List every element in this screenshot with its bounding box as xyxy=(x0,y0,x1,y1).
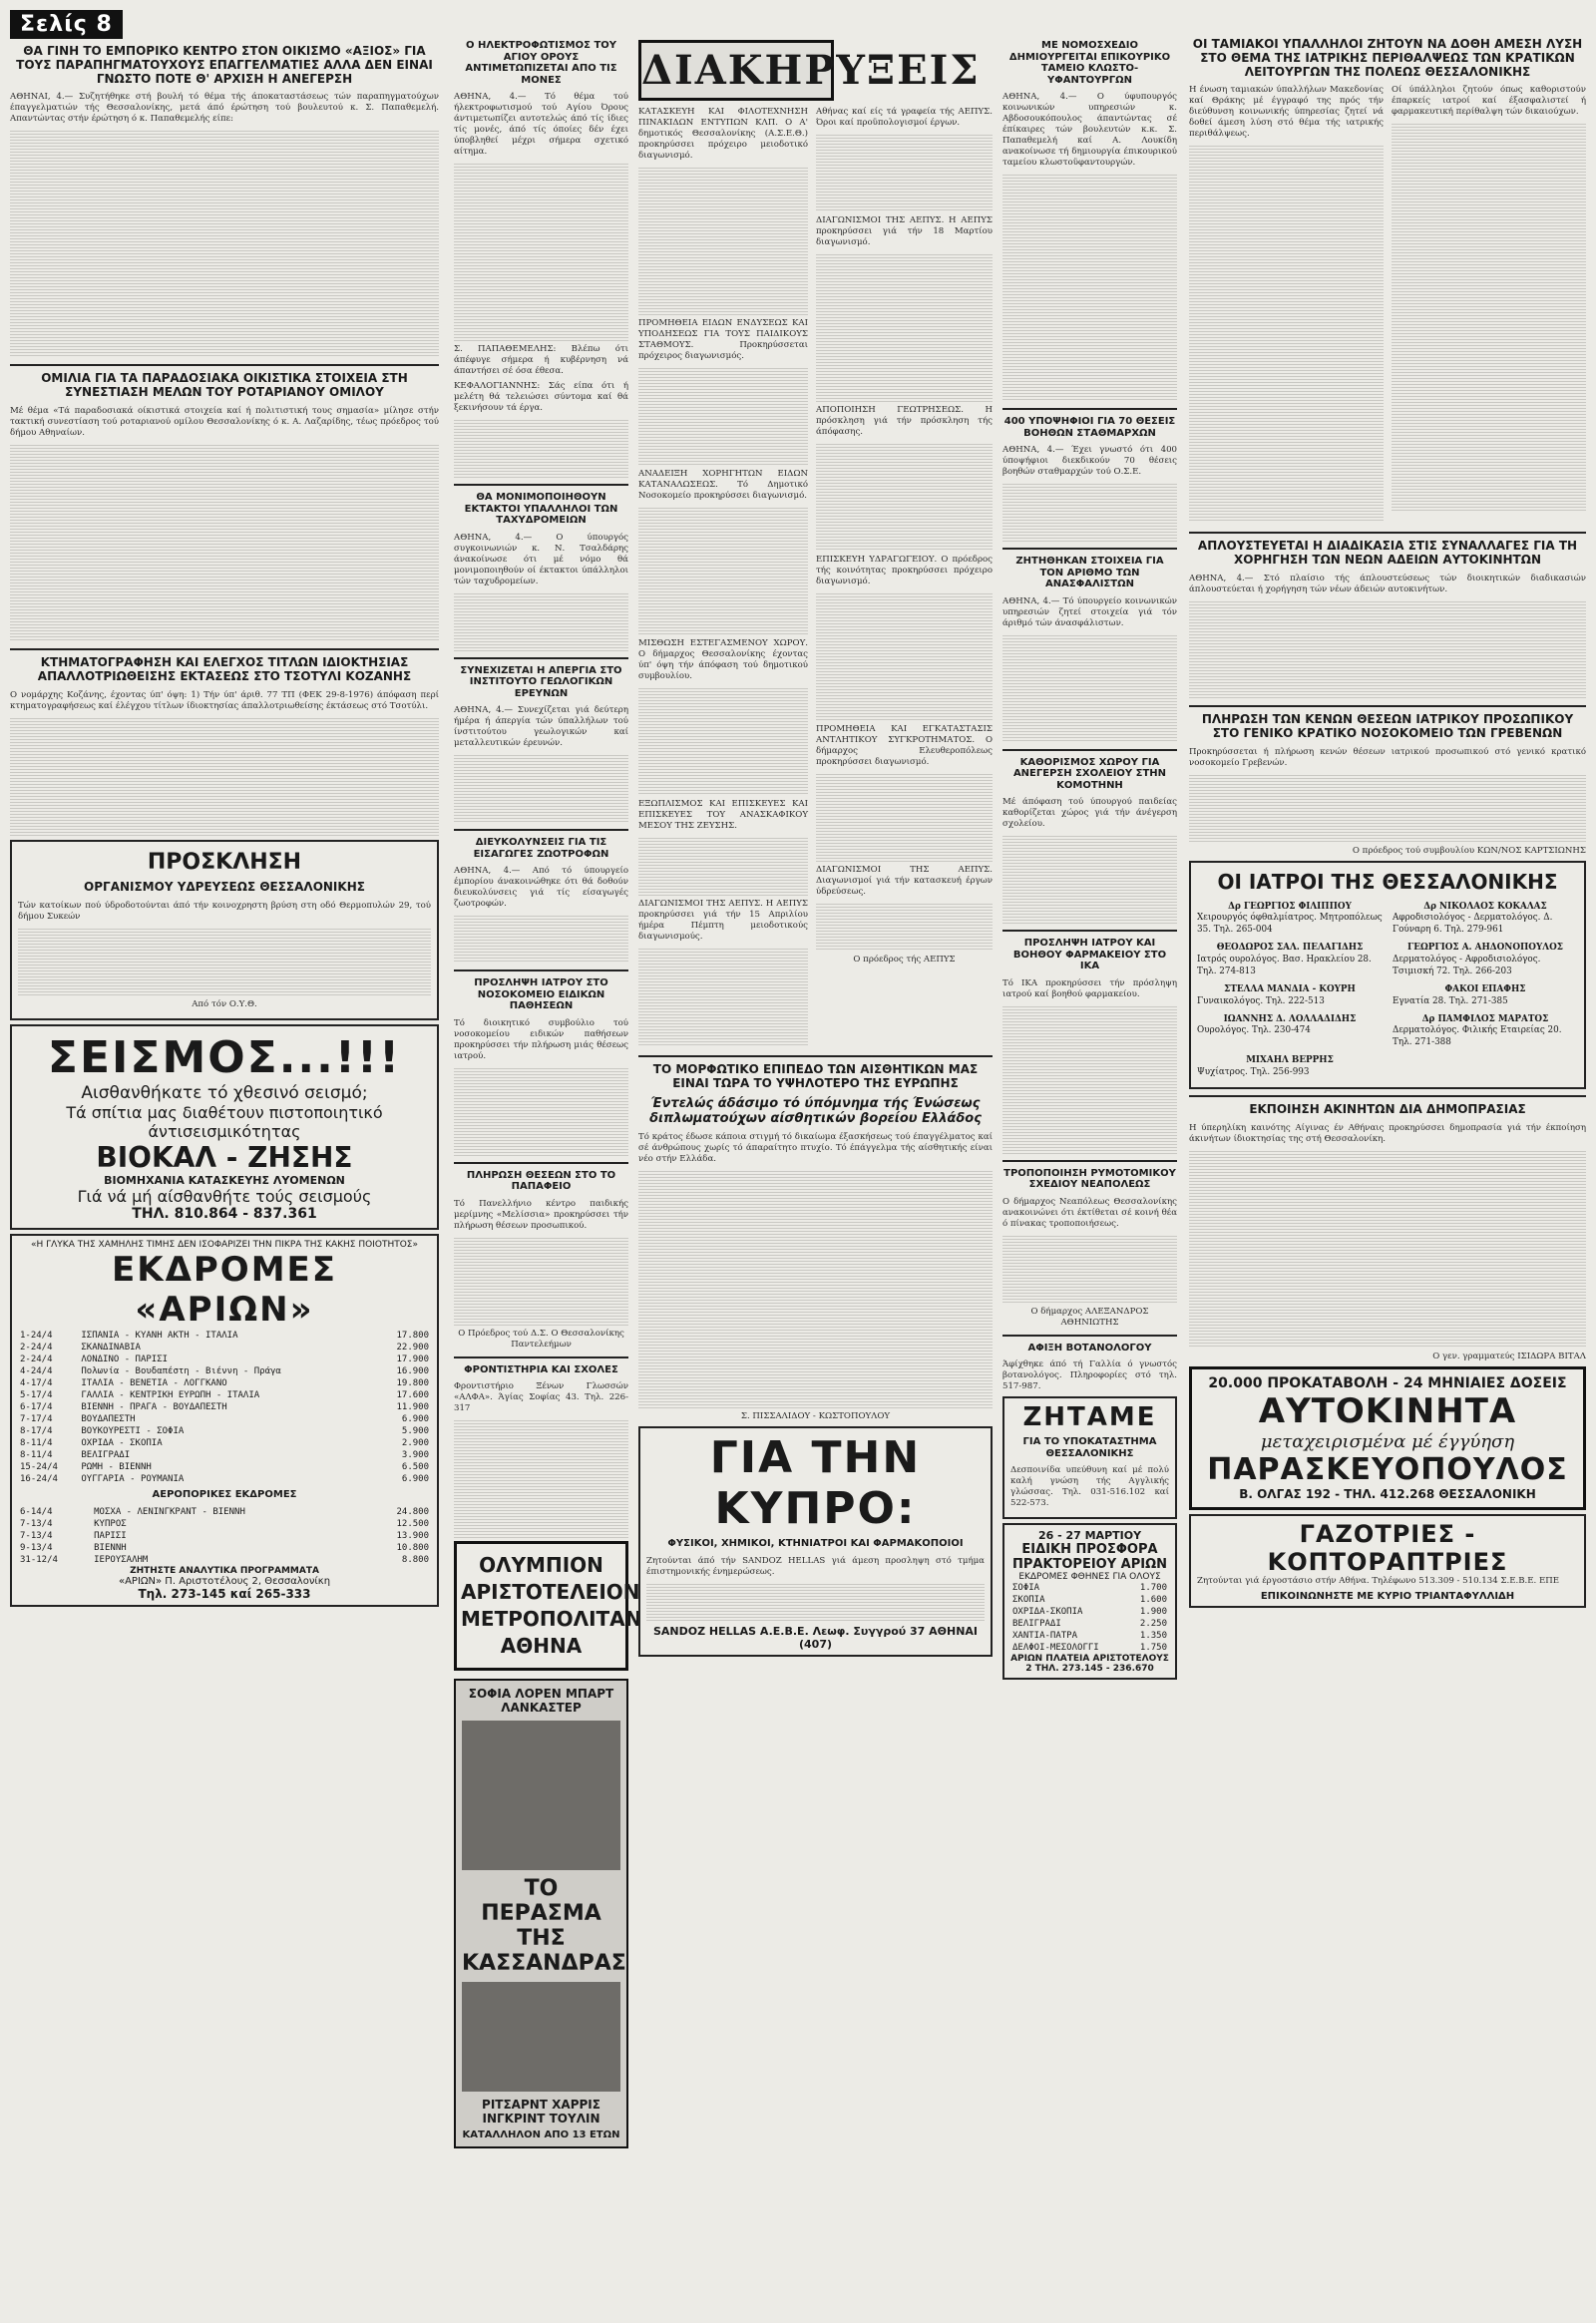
text-filler xyxy=(1002,1004,1177,1154)
trip-price: 1.900 xyxy=(1139,1607,1167,1617)
text-filler xyxy=(1189,1149,1586,1349)
trip-date: 8-11/4 xyxy=(20,1449,53,1460)
neapoli-signature: Ο δήμαρχος ΑΛΕΞΑΝΔΡΟΣ ΑΘΗΝΙΩΤΗΣ xyxy=(1030,1306,1149,1328)
arion2-date: 26 - 27 ΜΑΡΤΙΟΥ xyxy=(1037,1529,1142,1542)
gaz-text: Ζητούνται γιά έργοστάσιο στήν Αθήνα. Τηλέφωνο 513.309 - 510.134 Σ.Ε.Β.Ε. ΕΠΕ xyxy=(1197,1575,1560,1586)
cyprus-address: SANDOZ HELLAS A.E.B.E. Λεωφ. Συγγρού 37 ΑΘΗΝΑΙ (407) xyxy=(652,1624,979,1651)
doctors-title: ΟΙ ΙΑΤΡΟΙ ΤΗΣ ΘΕΣΣΑΛΟΝΙΚΗΣ xyxy=(1217,869,1558,894)
trip-price: 11.900 xyxy=(396,1401,429,1412)
t-school-komotini: Μέ άπόφαση τού ύπουργού παιδείας καθορίζεται χώρος γιά τήν άνέγερση σχολείου. xyxy=(1002,797,1177,829)
trip-date: 15-24/4 xyxy=(20,1461,58,1472)
text-filler xyxy=(1189,144,1384,523)
table-row xyxy=(18,1413,431,1425)
trip-date: 2-24/4 xyxy=(20,1354,53,1364)
trip-price: 17.800 xyxy=(396,1330,429,1341)
text-filler xyxy=(1002,834,1177,924)
trip-destination: ΧΑΝΤΙΑ-ΠΑΤΡΑ xyxy=(1012,1631,1078,1641)
tender-5: ΕΞΩΠΛΙΣΜΟΣ ΚΑΙ ΕΠΙΣΚΕΥΕΣ ΚΑΙ ΕΠΙΣΚΕΥΕΣ ΤΟΥ ΑΝΑΣΚΑΦΙΚΟΥ ΜΕΣΟΥ ΤΗΣ ΖΕΥΣΗΣ. xyxy=(638,799,808,831)
doctor-name: Δρ ΓΕΩΡΓΙΟΣ ΦΙΛΙΠΠΟΥ xyxy=(1228,901,1352,912)
doctor-name: ΜΙΧΑΗΛ ΒΕΡΡΗΣ xyxy=(1246,1055,1334,1066)
arion-air-table xyxy=(18,1506,431,1566)
cinema-rating: ΚΑΤΑΛΛΗΛΟΝ ΑΠΟ 13 ΕΤΩΝ xyxy=(462,2129,620,2140)
h-papafeio: ΠΛΗΡΩΣΗ ΘΕΣΕΩΝ ΣΤΟ ΤΟ ΠΑΠΑΦΕΙΟ xyxy=(466,1169,616,1192)
trip-destination: ΓΑΛΛΙΑ - ΚΕΝΤΡΙΚΗ ΕΥΡΩΠΗ - ΙΤΑΛΙΑ xyxy=(81,1389,260,1400)
text-filler xyxy=(1189,599,1586,699)
doctors-grid xyxy=(1197,900,1578,1083)
trip-price: 8.800 xyxy=(401,1555,429,1566)
trip-destination: ΟΧΡΙΔΑ-ΣΚΟΠΙΑ xyxy=(1012,1607,1083,1617)
t-textile-fund: ΑΘΗΝΑ, 4.— Ο ύφυπουργός κοινωνικών υπηρεσιών κ. Αβδοσουκόπουλος άπαντώντας σέ έπίκαιρες τών βουλευτών κ.κ. Σ. Παπαθεμελή καί Α. Λουκίδη ανακοίνωσε τή δημιουργία έπικουρικού ταμείου κλωστοϋφαντουργών. xyxy=(1002,92,1177,168)
ktima-headline: ΚΤΗΜΑΤΟΓΡΑΦΗΣΗ ΚΑΙ ΕΛΕΓΧΟΣ ΤΙΤΛΩΝ ΙΔΙΟΚΤΗΣΙΑΣ ΑΠΑΛΛΟΤΡΙΩΘΕΙΣΗΣ ΕΚΤΑΣΕΩΣ ΣΤΟ ΤΣΟΤΥΛΙ ΚΟΖΑΝΗΣ xyxy=(37,654,412,683)
cars-offer: 20.000 ΠΡΟΚΑΤΑΒΟΛΗ - 24 ΜΗΝΙΑΙΕΣ ΔΟΣΕΙΣ xyxy=(1208,1374,1567,1391)
trip-date: 2-24/4 xyxy=(20,1342,53,1353)
h-tutoring: ΦΡΟΝΤΙΣΤΗΡΙΑ ΚΑΙ ΣΧΟΛΕΣ xyxy=(464,1363,618,1375)
table-row xyxy=(18,1330,431,1342)
h-postal-staff: ΘΑ ΜΟΝΙΜΟΠΟΙΗΘΟΥΝ ΕΚΤΑΚΤΟΙ ΥΠΑΛΛΗΛΟΙ ΤΩΝ ΤΑΧΥΔΡΟΜΕΙΩΝ xyxy=(464,492,618,526)
text-filler xyxy=(10,129,439,358)
t-auction: Η ύπερηλίκη καινότης Αίγινας έν Αθήναις προκηρύσσει δημοπρασία γιά τήν έκποίηση άκινήτων ίδιοκτησίας της στή Θεσσαλονίκη. xyxy=(1189,1122,1586,1144)
doctor-entry xyxy=(1393,943,1578,978)
trip-price: 6.900 xyxy=(401,1473,429,1484)
h-station-assistants: 400 ΥΠΟΨΗΦΙΟΙ ΓΙΑ 70 ΘΕΣΕΙΣ ΒΟΗΘΩΝ ΣΤΑΘΜΑΡΧΩΝ xyxy=(1003,416,1176,439)
gaz-title: ΓΑΖΟΤΡΙΕΣ - ΚΟΠΤΟΡΑΠΤΡΙΕΣ xyxy=(1267,1519,1508,1576)
trip-destination: ΡΩΜΗ - ΒΙΕΝΝΗ xyxy=(81,1461,152,1472)
trip-destination: ΒΟΥΔΑΠΕΣΤΗ xyxy=(81,1413,136,1424)
table-row xyxy=(1010,1582,1169,1594)
text-filler xyxy=(638,366,808,466)
table-row xyxy=(18,1425,431,1437)
trip-price: 3.900 xyxy=(401,1449,429,1460)
trip-date: 5-17/4 xyxy=(20,1389,53,1400)
h-auction: ΕΚΠΟΙΗΣΗ ΑΚΙΝΗΤΩΝ ΔΙΑ ΔΗΜΟΠΡΑΣΙΑΣ xyxy=(1249,1101,1526,1116)
text-filler xyxy=(454,591,628,651)
doctors-directory xyxy=(1189,861,1586,1089)
arion2-address: ΑΡΙΩΝ ΠΛΑΤΕΙΑ ΑΡΙΣΤΟΤΕΛΟΥΣ 2 ΤΗΛ. 273.145 - 236.670 xyxy=(1010,1654,1169,1674)
doctor-details: Ουρολόγος. Τηλ. 230-474 xyxy=(1197,1025,1311,1036)
trip-price: 6.500 xyxy=(401,1461,429,1472)
t-strike: ΑΘΗΝΑ, 4.— Συνεχίζεται γιά δεύτερη ήμέρα ή άπεργία τών ύπαλλήλων τού ίνστιτούτου γεωλογικών καί μεταλλευτικών έρευνών. xyxy=(454,705,628,748)
cinema-photo xyxy=(462,1721,620,1870)
text-filler xyxy=(1002,633,1177,743)
tender-signature: Ο πρόεδρος τής ΑΕΠΥΣ xyxy=(853,955,956,965)
text-filler xyxy=(816,252,993,402)
lead-article: ΑΘΗΝΑΙ, 4.— Συζητήθηκε στή βουλή τό θέμα τής άποκαταστάσεως τών παραπηγματούχων έπαγγελματιών τής Θεσσαλονίκης, μετά άπό έρώτηση τού βουλευτού κ. Σ. Παπαθεμελή. Απαντώντας στήν έρώτηση ό κ. Παπαθεμελής είπε: xyxy=(10,92,439,125)
trip-price: 16.900 xyxy=(396,1365,429,1376)
arion-phone: Τηλ. 273-145 καί 265-333 xyxy=(138,1587,311,1602)
text-filler xyxy=(18,927,431,996)
text-filler xyxy=(816,591,993,721)
trip-destination: ΟΧΡΙΔΑ - ΣΚΟΠΙΑ xyxy=(81,1437,163,1448)
doctor-entry xyxy=(1197,984,1383,1008)
tender-r6: ΔΙΑΓΩΝΙΣΜΟΙ ΤΗΣ ΑΕΠΥΣ. Διαγωνισμοί γιά τήν κατασκευή έργων ύδρεύσεως. xyxy=(816,865,993,897)
text-filler xyxy=(638,947,808,1046)
trip-price: 17.600 xyxy=(396,1389,429,1400)
text-filler xyxy=(816,772,993,862)
arion-title: ΕΚΔΡΟΜΕΣ «ΑΡΙΩΝ» xyxy=(112,1249,337,1330)
doctor-entry xyxy=(1393,1014,1578,1050)
table-row xyxy=(18,1542,431,1554)
arion2-ad xyxy=(1002,1523,1177,1680)
arion2-title: ΕΙΔΙΚΗ ΠΡΟΣΦΟΡΑ ΠΡΑΚΤΟΡΕΙΟΥ ΑΡΙΩΝ xyxy=(1011,1542,1168,1572)
text-filler xyxy=(816,442,993,552)
doctor-name: ΘΕΟΔΩΡΟΣ ΣΑΛ. ΠΕΛΑΓΙΔΗΣ xyxy=(1216,943,1364,954)
doctor-entry xyxy=(1197,1055,1383,1079)
doctor-details: Δερματολόγος. Φιλικής Εταιρείας 20. Τηλ. 271-388 xyxy=(1393,1025,1562,1048)
text-filler xyxy=(638,686,808,796)
table-row xyxy=(18,1354,431,1365)
seismos-ad xyxy=(10,1024,439,1230)
cyprus-title: ΓΙΑ ΤΗΝ ΚΥΠΡΟ: xyxy=(709,1432,922,1535)
doctor-name: ΙΩΑΝΝΗΣ Δ. ΛΟΛΛΑΔΙΔΗΣ xyxy=(1223,1013,1357,1024)
notice-subtitle: ΟΡΓΑΝΙΣΜΟΥ ΥΔΡΕΥΣΕΩΣ ΘΕΣΣΑΛΟΝΙΚΗΣ xyxy=(84,879,365,894)
notice-text: Τών κατοίκων πού ύδροδοτούνται άπό τήν κοινοχρηστη βρύση στη οδό Θερμοπυλών 29, τού δήμου Συκεών xyxy=(18,900,431,922)
text-filler xyxy=(454,1418,628,1538)
arion2-table xyxy=(1010,1582,1169,1654)
tender-4: ΜΙΣΘΩΣΗ ΕΣΤΕΓΑΣΜΕΝΟΥ ΧΩΡΟΥ. Ο δήμαρχος Θεσσαλονίκης έχοντας ύπ' όψη τήν άπόφαση τού δημοτικού συμβουλίου. xyxy=(638,638,808,681)
trip-date: 4-17/4 xyxy=(20,1377,53,1388)
text-filler xyxy=(816,133,993,212)
arion-air-title: ΑΕΡΟΠΟΡΙΚΕΣ ΕΚΔΡΟΜΕΣ xyxy=(152,1488,297,1500)
tender-2: ΠΡΟΜΗΘΕΙΑ ΕΙΔΩΝ ΕΝΔΥΣΕΩΣ ΚΑΙ ΥΠΟΔΗΣΕΩΣ ΓΙΑ ΤΟΥΣ ΠΑΙΔΙΚΟΥΣ ΣΤΑΘΜΟΥΣ. Προκηρύσσεται πρόχειρος διαγωνισμός. xyxy=(638,318,808,361)
trip-price: 1.600 xyxy=(1139,1595,1167,1605)
auction-signature: Ο γεν. γραμματεύς ΙΣΙΔΩΡΑ ΒΙΤΑΛ xyxy=(1432,1351,1586,1361)
doctor-name: ΓΕΩΡΓΙΟΣ Α. ΑΗΔΟΝΟΠΟΥΛΟΣ xyxy=(1407,943,1563,954)
text-filler xyxy=(454,418,628,478)
tender-6: ΔΙΑΓΩΝΙΣΜΟΙ ΤΗΣ ΑΕΠΥΣ. Η ΑΕΠΥΣ προκηρύσσει γιά τήν 15 Απριλίου ήμέρα Πέμπτη μειοδοτικούς διαγωνισμούς. xyxy=(638,899,808,942)
gaz-contact: ΕΠΙΚΟΙΝΩΝΗΣΤΕ ΜΕ ΚΥΡΙΟ ΤΡΙΑΝΤΑΦΥΛΛΙΔΗ xyxy=(1260,1590,1515,1602)
tender-r3: ΑΠΟΠΟΙΗΣΗ ΓΕΩΤΡΗΣΕΩΣ. Η πρόσκληση γιά τήν πρόσκληση τής άπόφασης. xyxy=(816,405,993,437)
europe-signature: Σ. ΠΙΣΣΑΛΙΔΟΥ - ΚΩΣΤΟΠΟΥΛΟΥ xyxy=(740,1411,891,1422)
tender-r5: ΠΡΟΜΗΘΕΙΑ ΚΑΙ ΕΓΚΑΤΑΣΤΑΣΙΣ ΑΝΤΛΗΤΙΚΟΥ ΣΥΓΚΡΟΤΗΜΑΤΟΣ. Ο δήμαρχος Ελευθεροπόλεως προκηρύσσει διαγωνισμό. xyxy=(816,724,993,767)
cinema-title: ΤΟ ΠΕΡΑΣΜΑ ΤΗΣ ΚΑΣΣΑΝΔΡΑΣ xyxy=(462,1876,626,1976)
gaz-ad xyxy=(1189,1514,1586,1608)
t-station-assistants: ΑΘΗΝΑ, 4.— Έχει γνωστό ότι 400 ύποψήφιοι διεκδικούν 70 θέσεις βοηθών σταθμαρχών τού Ο.Σ.Ε. xyxy=(1002,445,1177,477)
text-filler xyxy=(454,914,628,964)
table-row xyxy=(18,1506,431,1518)
notice-title: ΠΡΟΣΚΛΗΣΗ xyxy=(147,849,302,875)
trip-price: 22.900 xyxy=(396,1342,429,1353)
trip-date: 1-24/4 xyxy=(20,1330,53,1341)
t-postal-staff: ΑΘΗΝΑ, 4.— Ο ύπουργός συγκοινωνιών κ. Ν. Τσαλδάρης άνακοίνωσε ότι μέ νόμο θά μονιμοποιηθούν οί έκτακτοι ύπάλληλοι τών ταχυδρομείων. xyxy=(454,532,628,586)
cars-ad xyxy=(1189,1366,1586,1510)
t-feed-imports: ΑΘΗΝΑ, 4.— Από τό ύπουργείο έμπορίου άνακοινώθηκε ότι θά δοθούν διευκολύνσεις γιά τίς είσαγωγές ζωοτροφών. xyxy=(454,866,628,909)
text-filler xyxy=(638,506,808,635)
want-ad xyxy=(1002,1396,1177,1519)
tender-1: ΚΑΤΑΣΚΕΥΗ ΚΑΙ ΦΙΛΟΤΕΧΝΗΣΗ ΠΙΝΑΚΙΔΩΝ ΕΝΤΥΠΩΝ ΚΛΠ. Ο Α' δημοτικός Θεσσαλονίκης (Α.Σ.Ε.Θ.) προκηρύσσει πρόχειρο μειοδοτικό διαγωνισμό. xyxy=(638,107,808,161)
table-row xyxy=(18,1377,431,1389)
doctor-entry xyxy=(1197,902,1383,938)
text-filler xyxy=(10,716,439,836)
trip-price: 24.800 xyxy=(396,1507,429,1518)
t-doctor-hiring: Τό διοικητικό συμβούλιο τού νοσοκομείου ειδικών παθήσεων προκηρύσσει τήν πλήρωση μιάς θέσεως ιατρού. xyxy=(454,1017,628,1061)
doctor-details: Εγνατία 28. Τηλ. 271-385 xyxy=(1393,995,1508,1006)
europe-headline: ΤΟ ΜΟΡΦΩΤΙΚΟ ΕΠΙΠΕΔΟ ΤΩΝ ΑΙΣΘΗΤΙΚΩΝ ΜΑΣ ΕΙΝΑΙ ΤΩΡΑ ΤΟ ΥΨΗΛΟΤΕΡΟ ΤΗΣ ΕΥΡΩΠΗΣ xyxy=(652,1062,979,1090)
h-neapoli-plan: ΤΡΟΠΟΠΟΙΗΣΗ ΡΥΜΟΤΟΜΙΚΟΥ ΣΧΕΔΙΟΥ ΝΕΑΠΟΛΕΩΣ xyxy=(1003,1167,1176,1190)
table-row xyxy=(18,1401,431,1413)
column-3 xyxy=(638,0,993,1661)
trip-price: 1.750 xyxy=(1139,1643,1167,1653)
doctor-name: Δρ ΠΑΜΦΙΛΟΣ ΜΑΡΑΤΟΣ xyxy=(1421,1013,1549,1024)
text-filler xyxy=(638,166,808,315)
trip-destination: ΒΙΕΝΝΗ xyxy=(94,1543,127,1554)
trip-date: 8-11/4 xyxy=(20,1437,53,1448)
doctor-entry xyxy=(1393,902,1578,938)
table-row xyxy=(18,1554,431,1566)
doctor-name: ΦΑΚΟΙ ΕΠΑΦΗΣ xyxy=(1444,983,1526,994)
europe-subheadline: Έντελώς άδάσιμο τό ύπόμνημα τής Ένώσεως διπλωματούχων αίσθητικών βορείου Ελλάδος xyxy=(649,1095,982,1126)
seismos-phone: ΤΗΛ. 810.864 - 837.361 xyxy=(132,1205,317,1222)
trip-destination: ΣΚΟΠΙΑ xyxy=(1012,1595,1045,1605)
table-row xyxy=(1010,1606,1169,1618)
cinema-poster xyxy=(454,1679,628,2148)
cars-subtitle: μεταχειρισμένα μέ έγγύηση xyxy=(1260,1430,1515,1452)
text-filler xyxy=(646,1582,985,1622)
t-ika-hiring: Τό ΙΚΑ προκηρύσσει τήν πρόσληψη ιατρού καί βοηθού φαρμακείου. xyxy=(1002,977,1177,999)
trip-date: 31-12/4 xyxy=(20,1555,58,1566)
cyprus-text: Ζητούνται άπό τήν SANDOZ HELLAS γιά άμεση προσληψη στό τμήμα έπιστημονικής ένημερώσεως. xyxy=(646,1555,985,1577)
arion-ad xyxy=(10,1234,439,1608)
doctor-name: Δρ ΝΙΚΟΛΑΟΣ ΚΟΚΑΛΑΣ xyxy=(1423,901,1547,912)
trip-destination: ΚΥΠΡΟΣ xyxy=(94,1519,127,1530)
h-electrification: Ο ΗΛΕΚΤΡΟΦΩΤΙΣΜΟΣ ΤΟΥ ΑΓΙΟΥ ΟΡΟΥΣ ΑΝΤΙΜΕΤΩΠΙΖΕΤΑΙ ΑΠΟ ΤΙΣ ΜΟΝΕΣ xyxy=(465,40,617,86)
table-row xyxy=(18,1473,431,1485)
trip-destination: ΛΟΝΔΙΝΟ - ΠΑΡΙΣΙ xyxy=(81,1354,169,1364)
trip-destination: ΜΟΣΧΑ - ΛΕΝΙΝΓΚΡΑΝΤ - ΒΙΕΝΝΗ xyxy=(94,1507,245,1518)
trip-destination: ΙΤΑΛΙΑ - ΒΕΝΕΤΙΑ - ΛΟΓΓΚΑΝΟ xyxy=(81,1377,227,1388)
want-title: ΖΗΤΑΜΕ xyxy=(1022,1402,1157,1432)
trip-destination: ΠΑΡΙΣΙ xyxy=(94,1531,127,1542)
grevena-signature: Ο πρόεδρος τού συμβουλίου ΚΩΝ/ΝΟΣ ΚΑΡΤΣΙΩΝΗΣ xyxy=(1352,845,1586,856)
trip-price: 10.800 xyxy=(396,1543,429,1554)
trip-price: 2.900 xyxy=(401,1437,429,1448)
olympion-cinema-ad: ΟΛΥΜΠΙΟΝ ΑΡΙΣΤΟΤΕΛΕΙΟΝ ΜΕΤΡΟΠΟΛΙΤΑΝ ΑΘΗΝΑ xyxy=(454,1541,628,1671)
trip-date: 4-24/4 xyxy=(20,1365,53,1376)
seismos-title: ΣΕΙΣΜΟΣ...!!! xyxy=(47,1031,402,1083)
trip-destination: ΒΕΛΙΓΡΑΔΙ xyxy=(81,1449,131,1460)
t-car-licenses: ΑΘΗΝΑ, 4.— Στό πλαίσιο τής άπλουστεύσεως τών διοικητικών διαδικασιών άπλουστεύεται ή χορήγηση τών νέων άδειών αυτοκινήτων. xyxy=(1189,573,1586,594)
table-row xyxy=(18,1461,431,1473)
trip-date: 6-14/4 xyxy=(20,1507,53,1518)
seismos-line2: Τά σπίτια μας διαθέτουν πιστοποιητικό άντισεισμικότητας xyxy=(66,1102,383,1141)
want-subtitle: ΓΙΑ ΤΟ ΥΠΟΚΑΤΑΣΤΗΜΑ ΘΕΣΣΑΛΟΝΙΚΗΣ xyxy=(1022,1436,1157,1459)
t-grevena-hospital: Προκηρύσσεται ή πλήρωση κενών θέσεων ιατρικού προσωπικού στό γενικό κρατικό νοσοκομείο Γρεβενών. xyxy=(1189,746,1586,768)
trip-destination: ΙΣΠΑΝΙΑ - ΚΥΑΝΗ ΑΚΤΗ - ΙΤΑΛΙΑ xyxy=(81,1330,238,1341)
europe-text: Τό κράτος έδωσε κάποια στιγμή τό δικαίωμα έξασκήσεως τού έπαγγέλματος καί σέ άνθρώπους χωρίς τό άπαραίτητο πτυχίο. Τό έπάγγελμα τής αίσθητικής είναι νέο στήν Ελλάδα. xyxy=(638,1132,993,1165)
cyprus-ad xyxy=(638,1426,993,1657)
table-row xyxy=(1010,1618,1169,1630)
text-filler xyxy=(454,1066,628,1156)
h-school-komotini: ΚΑΘΟΡΙΣΜΟΣ ΧΩΡΟΥ ΓΙΑ ΑΝΕΓΕΡΣΗ ΣΧΟΛΕΙΟΥ ΣΤΗΝ ΚΟΜΟΤΗΝΗ xyxy=(1012,756,1167,791)
t-uninsured: ΑΘΗΝΑ, 4.— Τό ύπουργείο κοινωνικών υπηρεσιών ζητεί στοιχεία γιά τόν άριθμό τών άνασφάλιστων. xyxy=(1002,595,1177,628)
arion2-subtitle: ΕΚΔΡΟΜΕΣ ΦΘΗΝΕΣ ΓΙΑ ΟΛΟΥΣ xyxy=(1018,1572,1161,1582)
text-filler xyxy=(454,162,628,341)
tender-r2: ΔΙΑΓΩΝΙΣΜΟΙ ΤΗΣ ΑΕΠΥΣ. Η ΑΕΠΥΣ προκηρύσσει γιά τήν 18 Μαρτίου διαγωνισμό. xyxy=(816,215,993,247)
trip-date: 8-17/4 xyxy=(20,1425,53,1436)
column-1 xyxy=(10,0,439,1611)
papafeio-signature: Ο Πρόεδρος τού Δ.Σ. Ο Θεσσαλονίκης Παντελεήμων xyxy=(458,1328,624,1350)
arion-footer: ΖΗΤΗΣΤΕ ΑΝΑΛΥΤΙΚΑ ΠΡΟΓΡΑΜΜΑΤΑ xyxy=(130,1566,319,1577)
h-textile-fund: ΜΕ ΝΟΜΟΣΧΕΔΙΟ ΔΗΜΙΟΥΡΓΕΙΤΑΙ ΕΠΙΚΟΥΡΙΚΟ ΤΑΜΕΙΟ ΚΛΩΣΤΟ-ΥΦΑΝΤΟΥΡΓΩΝ xyxy=(1008,40,1171,86)
seismos-line3: Γιά νά μή αίσθανθήτε τούς σεισμούς xyxy=(77,1186,372,1206)
diakiryxeis-banner: ΔΙΑΚΗΡΥΞΕΙΣ xyxy=(638,40,834,101)
text-filler xyxy=(638,836,808,896)
column-2 xyxy=(454,0,642,2148)
tender-r1: Αθήνας καί είς τά γραφεία τής ΑΕΠΥΣ. Όροι καί προϋπολογισμοί έργων. xyxy=(816,107,993,128)
h-ika-hiring: ΠΡΟΣΛΗΨΗ ΙΑΤΡΟΥ ΚΑΙ ΒΟΗΘΟΥ ΦΑΡΜΑΚΕΙΟΥ ΣΤΟ ΙΚΑ xyxy=(1012,938,1167,971)
h-strike: ΣΥΝΕΧΙΖΕΤΑΙ Η ΑΠΕΡΓΙΑ ΣΤΟ ΙΝΣΤΙΤΟΥΤΟ ΓΕΩΛΟΓΙΚΩΝ ΕΡΕΥΝΩΝ xyxy=(460,664,622,699)
h-feed-imports: ΔΙΕΥΚΟΛΥΝΣΕΙΣ ΓΙΑ ΤΙΣ ΕΙΣΑΓΩΓΕΣ ΖΩΟΤΡΟΦΩΝ xyxy=(473,837,609,860)
trip-price: 1.700 xyxy=(1139,1583,1167,1593)
trip-destination: ΒΟΥΚΟΥΡΕΣΤΙ - ΣΟΦΙΑ xyxy=(81,1425,185,1436)
text-filler xyxy=(1002,482,1177,542)
table-row xyxy=(18,1365,431,1377)
arion-trip-table xyxy=(18,1330,431,1485)
t-tutoring: Φροντιστήριο Ξένων Γλωσσών «ΑΛΦΑ». Άγίας Σοφίας 43. Τηλ. 226-317 xyxy=(454,1381,628,1413)
table-row xyxy=(1010,1594,1169,1606)
omilia-headline: ΟΜΙΛΙΑ ΓΙΑ ΤΑ ΠΑΡΑΔΟΣΙΑΚΑ ΟΙΚΙΣΤΙΚΑ ΣΤΟΙΧΕΙΑ ΣΤΗ ΣΥΝΕΣΤΙΑΣΗ ΜΕΛΩΝ ΤΟΥ ΡΟΤΑΡΙΑΝΟΥ ΟΜΙΛΟΥ xyxy=(41,371,408,400)
lead-headline: ΘΑ ΓΙΝΗ ΤΟ ΕΜΠΟΡΙΚΟ ΚΕΝΤΡΟ ΣΤΟΝ ΟΙΚΙΣΜΟ «ΑΞΙΟΣ» ΓΙΑ ΤΟΥΣ ΠΑΡΑΠΗΓΜΑΤΟΥΧΟΥΣ ΕΠΑΓΓΕΛΜΑΤΙΕΣ ΑΛΛΑ ΔΕΝ ΕΙΝΑΙ ΓΝΩΣΤΟ ΠΟΤΕ Θ' ΑΡΧΙΣΗ Η ΑΝΕΓΕΡΣΗ xyxy=(16,44,433,86)
trip-price: 2.250 xyxy=(1139,1619,1167,1629)
t-papafeio: Τό Πανελλήνιο κέντρο παιδικής μερίμνης «Μελίσσια» προκηρύσσει τήν πλήρωση θέσεων προσωπικού. xyxy=(454,1198,628,1231)
table-row xyxy=(18,1437,431,1449)
trip-price: 6.900 xyxy=(401,1413,429,1424)
h-tax-clerks: ΟΙ ΤΑΜΙΑΚΟΙ ΥΠΑΛΛΗΛΟΙ ΖΗΤΟΥΝ ΝΑ ΔΟΘΗ ΑΜΕΣΗ ΛΥΣΗ ΣΤΟ ΘΕΜΑ ΤΗΣ ΙΑΤΡΙΚΗΣ ΠΕΡΙΘΑΛΨΕΩΣ ΤΩΝ ΚΡΑΤΙΚΩΝ ΛΕΙΤΟΥΡΓΩΝ ΤΗΣ ΠΟΛΕΩΣ ΘΕΣΣΑΛΟΝΙΚΗΣ xyxy=(1192,37,1583,79)
cinema-photo-2 xyxy=(462,1982,620,2092)
table-row xyxy=(18,1449,431,1461)
text-filler xyxy=(1189,773,1586,843)
text-filler xyxy=(638,1169,993,1408)
seismos-industry: ΒΙΟΜΗΧΑΝΙΑ ΚΑΤΑΣΚΕΥΗΣ ΛΥΟΜΕΝΩΝ xyxy=(104,1173,345,1187)
page-number-label: Σελίς 8 xyxy=(10,10,123,39)
table-row xyxy=(18,1389,431,1401)
table-row xyxy=(1010,1642,1169,1654)
cars-title: ΑΥΤΟΚΙΝΗΤΑ xyxy=(1258,1390,1517,1431)
trip-date: 7-13/4 xyxy=(20,1519,53,1530)
text-filler xyxy=(1002,173,1177,402)
trip-date: 6-17/4 xyxy=(20,1401,53,1412)
cyprus-subtitle: ΦΥΣΙΚΟΙ, ΧΗΜΙΚΟΙ, ΚΤΗΝΙΑΤΡΟΙ ΚΑΙ ΦΑΡΜΑΚΟΠΟΙΟΙ xyxy=(667,1538,964,1550)
trip-date: 9-13/4 xyxy=(20,1543,53,1554)
text-filler xyxy=(1392,122,1586,511)
cinema-stars: ΣΟΦΙΑ ΛΟΡΕΝ ΜΠΑΡΤ ΛΑΝΚΑΣΤΕΡ xyxy=(468,1687,614,1715)
omilia-article: Μέ θέμα «Τά παραδοσιακά οίκιστικά στοιχεία καί ή πολιτιστική τους σημασία» μίλησε στήν τακτική συνεστίαση τού ροταριανού ομίλου Θεσσαλονίκης ό κ. Α. Λαζαρίδης, τέως πρόεδρος τού δήμου Αθηναίων. xyxy=(10,405,439,438)
table-row xyxy=(18,1342,431,1354)
doctor-details: Δερματολόγος - Αφροδισιολόγος. Τσιμισκή 72. Τηλ. 266-203 xyxy=(1393,955,1541,976)
text-filler xyxy=(816,902,993,952)
seismos-brand: ΒΙΟΚΑΛ - ΖΗΣΗΣ xyxy=(96,1140,353,1174)
trip-price: 12.500 xyxy=(396,1519,429,1530)
trip-destination: ΣΟΦΙΑ xyxy=(1012,1583,1040,1593)
column-5 xyxy=(1189,0,1586,1612)
trip-destination: ΙΕΡΟΥΣΑΛΗΜ xyxy=(94,1555,149,1566)
h-car-licenses: ΑΠΛΟΥΣΤΕΥΕΤΑΙ Η ΔΙΑΔΙΚΑΣΙΑ ΣΤΙΣ ΣΥΝΑΛΛΑΓΕΣ ΓΙΑ ΤΗ ΧΟΡΗΓΗΣΗ ΤΩΝ ΝΕΩΝ ΑΔΕΙΩΝ ΑΥΤΟΚΙΝΗΤΩΝ xyxy=(1197,539,1578,568)
doctor-details: Ιατρός ουρολόγος. Βασ. Ηρακλείου 28. Τηλ. 274-813 xyxy=(1197,955,1372,976)
t-tax-clerks-2: Οί ύπάλληλοι ζητούν όπως καθοριστούν έπαρκείς ιατροί καί έξασφαλιστεί ή φαρμακευτική περίθαλψη τών δικαιούχων. xyxy=(1392,85,1586,118)
table-row xyxy=(18,1530,431,1542)
trip-destination: ΔΕΛΦΟΙ-ΜΕΣΟΛΟΓΓΙ xyxy=(1012,1643,1099,1653)
arion-address: «ΑΡΙΩΝ» Π. Αριστοτέλους 2, Θεσσαλονίκη xyxy=(118,1576,331,1588)
trip-price: 19.800 xyxy=(396,1377,429,1388)
trip-date: 16-24/4 xyxy=(20,1473,58,1484)
trip-price: 1.350 xyxy=(1139,1631,1167,1641)
h-grevena-hospital: ΠΛΗΡΩΣΗ ΤΩΝ ΚΕΝΩΝ ΘΕΣΕΩΝ ΙΑΤΡΙΚΟΥ ΠΡΟΣΩΠΙΚΟΥ ΣΤΟ ΓΕΝΙΚΟ ΚΡΑΤΙΚΟ ΝΟΣΟΚΟΜΕΙΟ ΤΩΝ ΓΡΕΒΕΝΩΝ xyxy=(1201,711,1574,740)
text-filler xyxy=(454,753,628,823)
trip-date: 7-13/4 xyxy=(20,1531,53,1542)
t-kefalogiannis: ΚΕΦΑΛΟΓΙΑΝΝΗΣ: Σάς είπα ότι ή μελέτη θά τελειώσει σύντομα καί θά ξεκινήσουν τά έργα. xyxy=(454,381,628,413)
cars-address: Β. ΟΛΓΑΣ 192 - ΤΗΛ. 412.268 ΘΕΣΣΑΛΟΝΙΚΗ xyxy=(1239,1486,1536,1501)
t-neapoli-plan: Ο δήμαρχος Νεαπόλεως Θεσσαλονίκης ανακοινώνει ότι έκτίθεται σέ κοινή θέα ό πίνακας τροποποιήσεως. xyxy=(1002,1196,1177,1229)
trip-price: 17.900 xyxy=(396,1354,429,1364)
trip-destination: ΒΙΕΝΝΗ - ΠΡΑΓΑ - ΒΟΥΔΑΠΕΣΤΗ xyxy=(81,1401,227,1412)
notice-signature: Από τόν Ο.Υ.Θ. xyxy=(192,998,257,1009)
cars-dealer: ΠΑΡΑΣΚΕΥΟΠΟΥΛΟΣ xyxy=(1207,1451,1568,1487)
t-botanist: Άφίχθηκε άπό τή Γαλλία ό γνωστός βοτανολόγος. Πληροφορίες στό τηλ. 517-987. xyxy=(1002,1359,1177,1391)
t-tax-clerks: Η ένωση ταμιακών ύπαλλήλων Μακεδονίας καί Θράκης μέ έγγραφό της πρός τήν διεύθυνση κοινωνικής ύπηρεσίας ζητεί νά δοθεί άμεση λύση στό θέμα τής ιατρικής περιθάλψεως. xyxy=(1189,85,1384,140)
text-filler xyxy=(1002,1234,1177,1304)
column-4 xyxy=(1002,0,1177,1684)
table-row xyxy=(18,1518,431,1530)
seismos-line1: Αισθανθήκατε τό χθεσινό σεισμό; xyxy=(81,1082,368,1103)
doctor-entry xyxy=(1197,1014,1383,1050)
doctor-details: Ψυχίατρος. Τηλ. 256-993 xyxy=(1197,1067,1310,1078)
notice-box xyxy=(10,840,439,1020)
doctor-entry xyxy=(1197,943,1383,978)
arion-quote: «Η ΓΛΥΚΑ ΤΗΣ ΧΑΜΗΛΗΣ ΤΙΜΗΣ ΔΕΝ ΙΣΟΦΑΡΙΖΕΙ ΤΗΝ ΠΙΚΡΑ ΤΗΣ ΚΑΚΗΣ ΠΟΙΟΤΗΤΟΣ» xyxy=(31,1239,418,1250)
tender-3: ΑΝΑΔΕΙΞΗ ΧΟΡΗΓΗΤΩΝ ΕΙΔΩΝ ΚΑΤΑΝΑΛΩΣΕΩΣ. Τό Δημοτικό Νοσοκομείο προκηρύσσει διαγωνισμό. xyxy=(638,469,808,501)
text-filler xyxy=(10,443,439,642)
h-uninsured: ΖΗΤΗΘΗΚΑΝ ΣΤΟΙΧΕΙΑ ΓΙΑ ΤΟΝ ΑΡΙΘΜΟ ΤΩΝ ΑΝΑΣΦΑΛΙΣΤΩΝ xyxy=(1015,556,1164,589)
cinema-cast: ΡΙΤΣΑΡΝΤ ΧΑΡΡΙΣ ΙΝΓΚΡΙΝΤ ΤΟΥΛΙΝ xyxy=(482,2098,600,2126)
tender-r4: ΕΠΙΣΚΕΥΗ ΥΔΡΑΓΩΓΕΙΟΥ. Ο πρόεδρος τής κοινότητας προκηρύσσει πρόχειρο διαγωνισμό. xyxy=(816,555,993,586)
ktima-article: Ο νομάρχης Κοζάνης, έχοντας ύπ' όψη: 1) Τήν ύπ' άριθ. 77 ΤΠ (ΦΕΚ 29-8-1976) άπόφαση περί κτηματογραφήσεως καί έλέγχου τίτλων ίδιοκτησίας άπαλλοτριωθείσης έκτάσεως στό Τσοτύλι. xyxy=(10,689,439,711)
h-botanist: ΑΦΙΞΗ ΒΟΤΑΝΟΛΟΓΟΥ xyxy=(1027,1342,1152,1354)
doctor-entry xyxy=(1393,984,1578,1008)
h-doctor-hiring: ΠΡΟΣΛΗΨΗ ΙΑΤΡΟΥ ΣΤΟ ΝΟΣΟΚΟΜΕΙΟ ΕΙΔΙΚΩΝ ΠΑΘΗΣΕΩΝ xyxy=(474,977,608,1011)
doctor-details: Αφροδισιολόγος - Δερματολόγος. Δ. Γούναρη 6. Τηλ. 279-961 xyxy=(1393,913,1553,936)
doctor-details: Χειρουργός όφθαλμίατρος. Μητροπόλεως 35. Τηλ. 265-004 xyxy=(1197,913,1383,936)
text-filler xyxy=(454,1236,628,1326)
t-papathemelis: Σ. ΠΑΠΑΘΕΜΕΛΗΣ: Βλέπω ότι άπέφυγε σήμερα ή κυβέρνηση νά άπαντήσει σέ όσα έθεσα. xyxy=(454,344,628,376)
doctor-details: Γυναικολόγος. Τηλ. 222-513 xyxy=(1197,995,1325,1006)
trip-price: 5.900 xyxy=(401,1425,429,1436)
trip-price: 13.900 xyxy=(396,1531,429,1542)
trip-date: 7-17/4 xyxy=(20,1413,53,1424)
trip-destination: ΣΚΑΝΔΙΝΑΒΙΑ xyxy=(81,1342,141,1353)
want-text: Δεσποινίδα υπεύθυνη καί μέ πολύ καλή γνώση τής Αγγλικής γλώσσας. Τηλ. 031-516.102 καί 522-573. xyxy=(1010,1465,1169,1508)
table-row xyxy=(1010,1630,1169,1642)
trip-destination: Πολωνία - Βουδαπέστη - Βιέννη - Πράγα xyxy=(81,1365,281,1376)
t-electrification: ΑΘΗΝΑ, 4.— Τό θέμα τού ήλεκτροφωτισμού τού Αγίου Όρους άντιμετωπίζει αυτοτελώς άπό τίς ίδιες τίς μονές, άπό τίς όποίες δέν έχει ύποβληθεί μέχρι σήμερα σχετικό αίτημα. xyxy=(454,92,628,157)
doctor-name: ΣΤΕΛΛΑ ΜΑΝΔΙΑ - ΚΟΥΡΗ xyxy=(1224,983,1356,994)
trip-destination: ΟΥΓΓΑΡΙΑ - ΡΟΥΜΑΝΙΑ xyxy=(81,1473,185,1484)
trip-destination: ΒΕΛΙΓΡΑΔΙ xyxy=(1012,1619,1061,1629)
